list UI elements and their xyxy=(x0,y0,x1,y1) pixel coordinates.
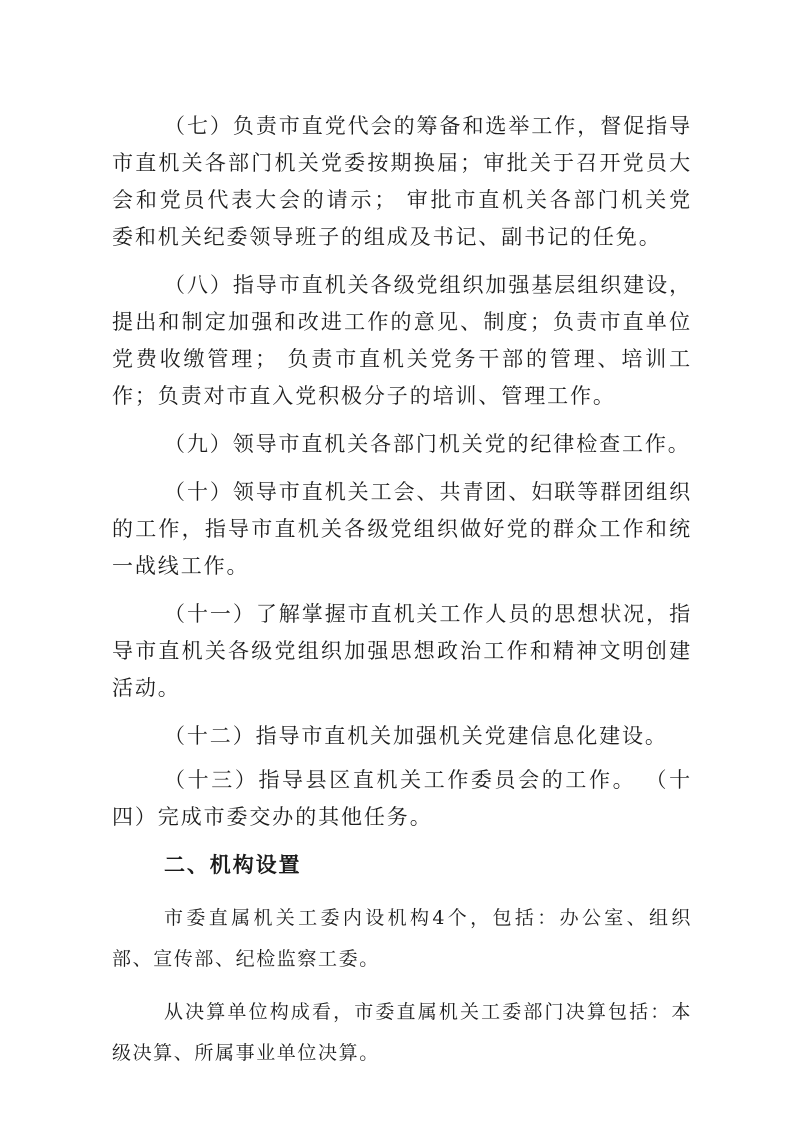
paragraph-item-9: （九）领导市直机关各部门机关党的纪律检查工作。 xyxy=(164,432,691,456)
paragraph-item-11: （十一）了解掌握市直机关工作人员的思想状况，指导市直机关各级党组织加强思想政治工作和精神文明创建活动。 xyxy=(112,602,692,700)
section-heading: 二、机构设置 xyxy=(164,853,302,877)
document-body xyxy=(112,108,692,1086)
paragraph-item-8: （八）指导市直机关各级党组织加强基层组织建设，提出和制定加强和改进工作的意见、制度；负责市直单位党费收缴管理； 负责市直机关党务干部的管理、培训工作；负责对市直入党积极分子的培训、管理工作。 xyxy=(112,273,692,408)
paragraph-item-12: （十二）指导市直机关加强机关党建信息化建设。 xyxy=(164,724,668,748)
paragraph-item-10: （十）领导市直机关工会、共青团、妇联等群团组织的工作，指导市直机关各级党组织做好党的群众工作和统一战线工作。 xyxy=(112,480,692,578)
paragraph-item-7: （七）负责市直党代会的筹备和选举工作，督促指导市直机关各部门机关党委按期换届；审批关于召开党员大会和党员代表大会的请示； 审批市直机关各部门机关党委和机关纪委领导班子的组成及书记、副书记的任免。 xyxy=(112,114,692,249)
section-paragraph-internal-bodies: 市委直属机关工委内设机构4个，包括：办公室、组织部、宣传部、纪检监察工委。 xyxy=(112,907,692,970)
section-paragraph-account-composition: 从决算单位构成看，市委直属机关工委部门决算包括：本级决算、所属事业单位决算。 xyxy=(112,1001,692,1064)
paragraph-item-13-14: （十三）指导县区直机关工作委员会的工作。 （十四）完成市委交办的其他任务。 xyxy=(112,768,692,829)
